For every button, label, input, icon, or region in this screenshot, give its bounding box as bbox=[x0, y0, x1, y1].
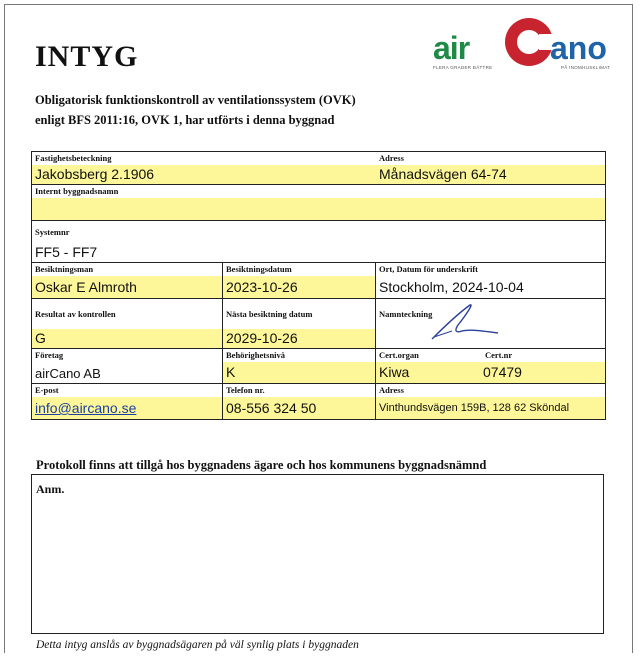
logo-tagline-right: PÅ INOMHUSKLIMAT bbox=[561, 65, 611, 70]
remarks-label: Anm. bbox=[36, 482, 65, 496]
field-namnteckning bbox=[376, 299, 605, 348]
form-row-property bbox=[32, 152, 605, 185]
field-value: FF5 - FF7 bbox=[35, 244, 98, 260]
field-value: 08-556 324 50 bbox=[223, 397, 375, 419]
remarks-box bbox=[31, 474, 604, 634]
field-besiktningsdatum bbox=[223, 263, 376, 298]
field-value: Vinthundsvägen 159B, 128 62 Sköndal bbox=[376, 397, 605, 419]
field-nasta-besiktning bbox=[223, 299, 376, 348]
logo-text-ano: ano bbox=[550, 30, 607, 66]
field-label: Företag bbox=[35, 350, 64, 360]
form-row-company bbox=[32, 349, 605, 384]
subtitle-line-2: enligt BFS 2011:16, OVK 1, har utförts i denna byggnad bbox=[35, 113, 335, 127]
certorgan-labels bbox=[376, 349, 605, 362]
certorgan-value: Kiwa bbox=[379, 364, 410, 380]
email-link[interactable]: info@aircano.se bbox=[32, 397, 222, 419]
field-value: 2029-10-26 bbox=[223, 329, 375, 348]
page-title: INTYG bbox=[35, 40, 139, 73]
field-label: Besiktningsman bbox=[35, 264, 94, 274]
field-systemnr bbox=[32, 221, 605, 262]
form-row-internal-name bbox=[32, 185, 605, 221]
form-row-contact bbox=[32, 384, 605, 419]
field-value: Jakobsberg 2.1906 bbox=[32, 165, 376, 184]
field-adress bbox=[376, 152, 605, 184]
form-row-inspection bbox=[32, 263, 605, 299]
field-label: Fastighetsbeteckning bbox=[35, 153, 112, 163]
certnr-label: Cert.nr bbox=[485, 350, 513, 360]
field-label: Behörighetsnivå bbox=[226, 350, 286, 360]
certorgan-values bbox=[376, 362, 605, 383]
subtitle-line-1: Obligatorisk funktionskontroll av ventilationssystem (OVK) bbox=[35, 93, 356, 107]
field-label: E-post bbox=[35, 385, 59, 395]
field-epost bbox=[32, 384, 223, 419]
field-label: Internt byggnadsnamn bbox=[35, 186, 119, 196]
logo-c-ring-icon bbox=[505, 18, 553, 66]
protocol-note: Protokoll finns att tillgå hos byggnadens ägare och hos kommunens byggnadsnämnd bbox=[36, 458, 487, 472]
field-value: Oskar E Almroth bbox=[32, 276, 222, 298]
field-value bbox=[32, 198, 605, 220]
field-label: Resultat av kontrollen bbox=[35, 309, 116, 319]
form-row-result bbox=[32, 299, 605, 349]
field-foretag bbox=[32, 349, 223, 383]
field-fastighetsbeteckning bbox=[32, 152, 376, 184]
field-value: 2023-10-26 bbox=[223, 276, 375, 298]
field-label: Nästa besiktning datum bbox=[226, 309, 313, 319]
field-label: Namnteckning bbox=[379, 309, 433, 319]
footer-note: Detta intyg anslås av byggnadsägaren på väl synlig plats i byggnaden bbox=[36, 639, 359, 651]
field-value: airCano AB bbox=[35, 366, 101, 381]
logo-text-air: air bbox=[433, 30, 470, 66]
field-internt-byggnadsnamn bbox=[32, 185, 605, 220]
field-label: Systemnr bbox=[35, 227, 70, 237]
field-label: Adress bbox=[379, 385, 404, 395]
field-behorighetsniva bbox=[223, 349, 376, 383]
field-adress-company bbox=[376, 384, 605, 419]
field-telefon bbox=[223, 384, 376, 419]
field-value: K bbox=[223, 362, 375, 383]
logo-tagline-left: FLERA GRADER BÄTTRE bbox=[433, 65, 493, 70]
field-resultat bbox=[32, 299, 223, 348]
field-value: Månadsvägen 64-74 bbox=[376, 165, 605, 184]
certorgan-label: Cert.organ bbox=[379, 350, 419, 360]
field-label: Telefon nr. bbox=[226, 385, 265, 395]
certnr-value: 07479 bbox=[483, 364, 522, 380]
form-row-system bbox=[32, 221, 605, 263]
signature-icon bbox=[426, 301, 506, 343]
field-value: G bbox=[32, 329, 222, 348]
aircano-logo bbox=[433, 18, 618, 74]
field-value: Stockholm, 2024-10-04 bbox=[379, 279, 524, 295]
certificate-form bbox=[31, 151, 606, 420]
field-label: Adress bbox=[379, 153, 404, 163]
field-besiktningsman bbox=[32, 263, 223, 298]
field-certorgan bbox=[376, 349, 605, 383]
field-label: Besiktningsdatum bbox=[226, 264, 292, 274]
field-ort-datum bbox=[376, 263, 605, 298]
field-label: Ort, Datum för underskrift bbox=[379, 264, 478, 274]
